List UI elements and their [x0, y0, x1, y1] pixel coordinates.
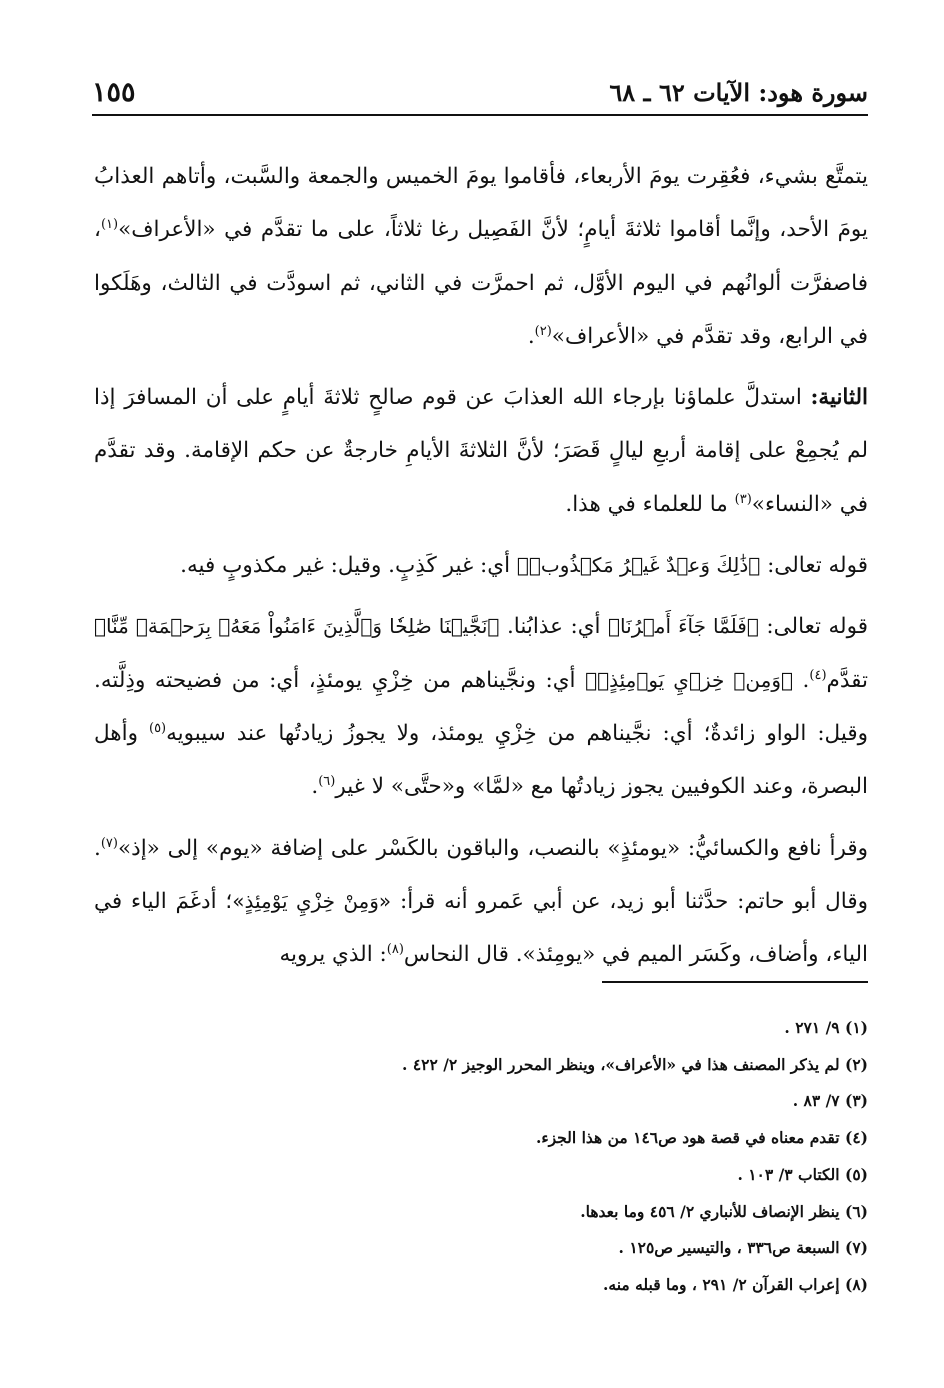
text-run: ؛ أدغَمَ الياء في الياء، وأضاف، وكَسَر الميم في «يومِئذ». قال النحاس — [94, 888, 868, 968]
footnote-separator — [602, 981, 868, 983]
footnote-ref-6[interactable]: (٦) — [318, 774, 336, 790]
text-run: . وقال أبو حاتم: حدَّثنا أبو زيد، عن أبي عَمرو أنه قرأ: — [94, 835, 869, 914]
header-title: سورة هود: الآيات ٦٢ ـ ٦٨ — [609, 78, 868, 107]
text-run: وأهل البصرة، وعند الكوفيين يجوز زيادتُها مع «لمَّا» و«حتَّى» لا غير — [94, 720, 868, 800]
running-header — [92, 72, 868, 116]
quran-quote: ﴿وَمِنۡ خِزۡيِ يَوۡمِئِذٍۚ﴾ — [585, 667, 794, 692]
text-run: ، فاصفرَّت ألوانُهم في اليوم الأوَّل، ثم احمرَّت في الثاني، ثم اسودَّت في الثالث، وهَلَكوا في الرابع، وقد تقدَّم في «الأعراف» — [94, 217, 868, 349]
footnotes — [94, 1010, 868, 1304]
text-run: : الذي يرويه — [279, 942, 387, 968]
text-run: وقرأ نافع والكسائيُّ: «يومئذٍ» بالنصب، والباقون بالكَسْر على إضافة «يوم» إلى «إذ» — [117, 835, 868, 861]
footnote-ref-5[interactable]: (٥) — [148, 720, 167, 736]
section-label: الثانية: — [810, 385, 868, 411]
paragraph-1 — [94, 150, 868, 363]
text-run: استدلَّ علماؤنا بإرجاء الله العذابَ عن قوم صالحٍ ثلاثةَ أيامٍ على أن المسافرَ إذا لم يُجمِعْ على إقامة أربعِ ليالٍ قَصَرَ؛ لأنَّ الثلاثةَ الأيامِ خارجةٌ عن حكم الإقامة. وقد تقدَّم في «النساء» — [94, 385, 868, 517]
footnote-6: (٦) ينظر الإنصاف للأنباري ٢/ ٤٥٦ وما بعدها. — [580, 1201, 868, 1221]
footnote-2: (٢) لم يذكر المصنف هذا في «الأعراف»، وينظر المحرر الوجيز ٢/ ٤٢٢ . — [402, 1054, 868, 1074]
footnote-ref-7[interactable]: (٧) — [100, 835, 118, 851]
footnote-8: (٨) إعراب القرآن ٢/ ٢٩١ ، وما قبله منه. — [603, 1274, 868, 1294]
footnote-ref-8[interactable]: (٨) — [386, 942, 404, 957]
footnote-ref-4[interactable]: (٤) — [809, 667, 827, 683]
footnote-ref-2[interactable]: (٢) — [534, 323, 552, 339]
paragraph-5 — [94, 822, 868, 982]
paragraph-4 — [94, 600, 868, 813]
paragraph-2 — [94, 371, 868, 531]
quran-quote: ﴿ذَٰلِكَ وَعۡدٌ غَيۡرُ مَكۡذُوبٖ﴾ — [516, 553, 761, 578]
text-run: أي: ونجَّيناهم من خِزْيِ يومئذٍ، أي: من فضيحته وذِلَّته. وقيل: الواو زائدةٌ؛ أي: نجَّيناهم من خِزْيِ يومئذ، ولا يجوزُ زيادتُها عند سيبويه — [94, 667, 868, 746]
quran-quote: ﴿فَلَمَّا جَآءَ أَمۡرُنَا﴾ — [608, 614, 759, 639]
paragraph-3 — [94, 539, 868, 592]
main-text — [94, 150, 868, 981]
footnote-4: (٤) تقدم معناه في قصة هود ص١٤٦ من هذا الجزء. — [535, 1128, 868, 1148]
text-run: قوله تعالى: — [758, 614, 868, 640]
footnote-ref-3[interactable]: (٣) — [734, 491, 752, 507]
footnote-5: (٥) الكتاب ٣/ ١٠٣ . — [737, 1164, 868, 1184]
text-run: . — [311, 774, 319, 800]
page-number: ١٥٥ — [92, 77, 136, 108]
text-run: . — [793, 667, 810, 693]
text-run: أي: عذابُنا. — [499, 614, 609, 640]
footnote-ref-1[interactable]: (١) — [100, 217, 119, 233]
text-run: أي: غير كَذِبٍ. وقيل: غير مكذوبٍ فيه. — [180, 553, 517, 579]
footnote-3: (٣) ٧/ ٨٣ . — [792, 1091, 868, 1111]
quran-quote: ﴿نَجَّيۡنَا صَٰلِحٗا وَٱلَّذِينَ ءَامَنُواْ مَعَهُۥ بِرَحۡمَةٖ مِّنَّا﴾ — [94, 614, 500, 639]
quran-quote: «وَمِنْ خِزْيِ يَوْمِئِذٍ» — [232, 888, 392, 913]
text-run: ما للعلماء في هذا. — [565, 491, 735, 517]
text-run: . — [527, 323, 535, 349]
text-run: قوله تعالى: — [760, 553, 868, 579]
text-run: تقدَّم — [826, 667, 868, 693]
text-run: يتمتَّع بشيء، فعُقِرت يومَ الأربعاء، فأقاموا يومَ الخميس والجمعة والسَّبت، وأتاهم العذابُ يومَ الأحد، وإنَّما أقاموا ثلاثةَ أيامٍ؛ لأنَّ الفَصِيل رغا ثلاثاً، على ما تقدَّم في «الأعراف» — [94, 164, 868, 243]
footnote-7: (٧) السبعة ص٣٣٦ ، والتيسير ص١٢٥ . — [618, 1238, 868, 1258]
footnote-1: (١) ٩/ ٢٧١ . — [784, 1018, 868, 1037]
